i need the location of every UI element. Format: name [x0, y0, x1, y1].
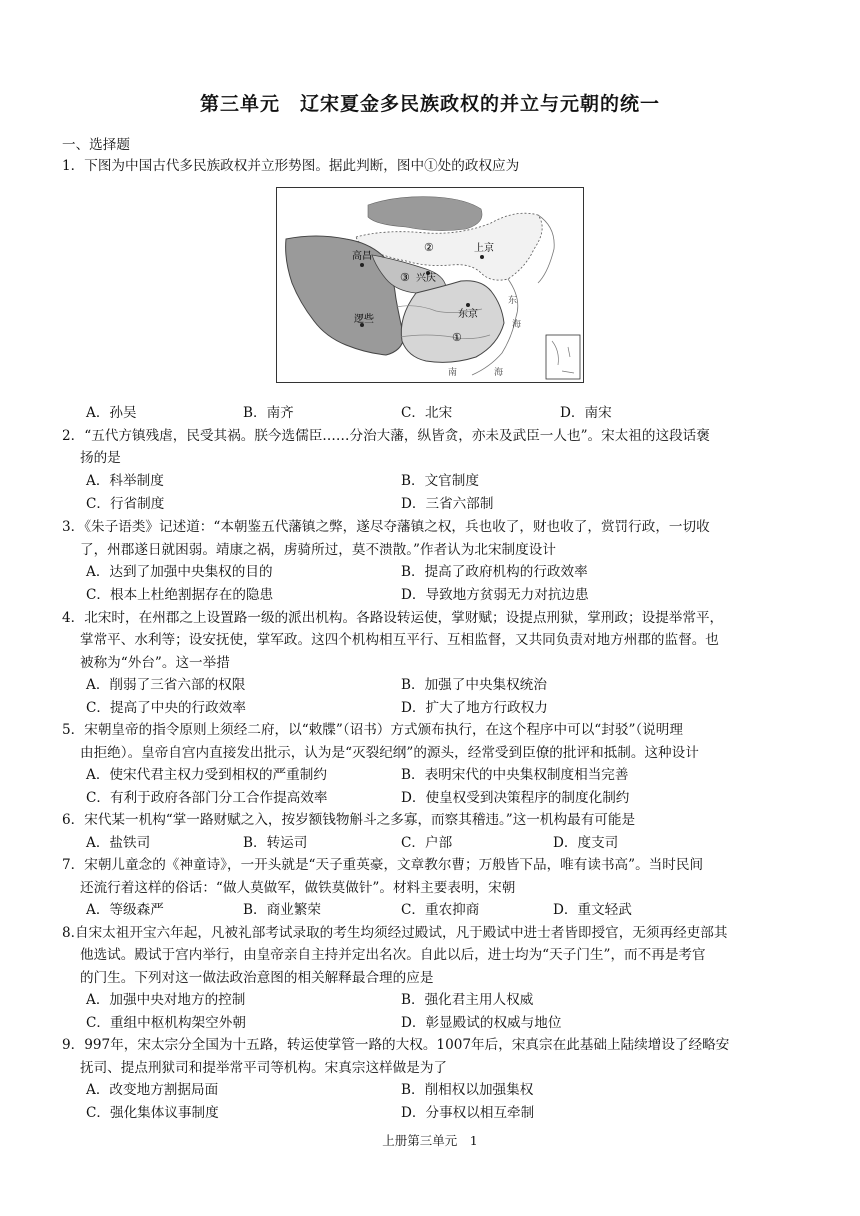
map-mark-3: ③ — [400, 271, 410, 284]
question-4-stem-cont-1: 掌常平、水利等；设安抚使，掌军政。这四个机构相互平行、互相监督，又共同负责对地方州郡的监督。也 — [80, 632, 719, 648]
q2-option-a: A．科举制度 — [86, 473, 164, 489]
question-3-stem: 3．《朱子语类》记述道：“本朝鉴五代藩镇之弊，遂尽夺藩镇之权，兵也收了，财也收了，赏罚行政，一切收 — [62, 519, 710, 535]
q8-option-c: C．重组中枢机构架空外朝 — [86, 1015, 246, 1031]
q4-option-b: B．加强了中央集权统治 — [401, 677, 547, 693]
q5-option-a: A．使宋代君主权力受到相权的严重制约 — [86, 767, 327, 783]
q7-option-c: C．重农抑商 — [401, 902, 480, 918]
question-6-stem: 6．宋代某一机构“掌一路财赋之入，按岁额钱物斛斗之多寡，而察其稽违。”这一机构最有可能是 — [62, 812, 636, 828]
question-5-stem-cont: 由拒绝）。皇帝自宫内直接发出批示，认为是“灭裂纪纲”的源头，经常受到臣僚的批评和抵制。这种设计 — [80, 745, 699, 761]
question-8-stem-cont-2: 的门生。下列对这一做法政治意图的相关解释最合理的应是 — [80, 970, 434, 986]
q8-option-d: D．彰显殿试的权威与地位 — [401, 1015, 562, 1031]
q8-option-b: B．强化君主用人权威 — [401, 992, 534, 1008]
q9-option-a: A．改变地方割据局面 — [86, 1082, 219, 1098]
map-label-sea-nan: 南 — [448, 368, 458, 378]
q9-option-b: B．削相权以加强集权 — [401, 1082, 534, 1098]
q4-option-d: D．扩大了地方行政权力 — [401, 700, 548, 716]
q3-option-c: C．根本上杜绝割据存在的隐患 — [86, 587, 274, 603]
question-9-stem: 9．997年，宋太宗分全国为十五路，转运使掌管一路的大权。1007年后，宋真宗在此基础上陆续增设了经略安 — [62, 1037, 730, 1053]
map-figure — [276, 187, 584, 383]
question-2-stem-cont: 扬的是 — [80, 450, 121, 466]
city-dot-shangjing — [480, 255, 484, 259]
q6-option-a: A．盐铁司 — [86, 835, 151, 851]
q2-option-d: D．三省六部制 — [401, 496, 494, 512]
map-label-xingqing: 兴庆 — [416, 273, 436, 284]
map-mark-1: ① — [452, 331, 462, 344]
map-label-sea-dong: 东 — [508, 296, 518, 306]
section-heading: 一、选择题 — [62, 137, 130, 153]
question-4-stem: 4．北宋时，在州郡之上设置路一级的派出机构。各路设转运使，掌财赋；设提点刑狱，掌刑政；设提举常平， — [62, 610, 724, 626]
map-label-sea-hai2: 海 — [494, 368, 504, 378]
map-label-shangjing: 上京 — [474, 243, 494, 254]
map-label-sea-hai: 海 — [512, 320, 522, 330]
question-8-stem-cont-1: 他选试。殿试于宫内举行，由皇帝亲自主持并定出名次。自此以后，进士均为“天子门生”，而不再是考官 — [80, 947, 706, 963]
map-label-xiexie: 逻些 — [354, 314, 374, 325]
q7-option-a: A．等级森严 — [86, 902, 164, 918]
question-2-stem: 2．“五代方镇残虐，民受其祸。朕今选儒臣……分治大藩，纵皆贪，亦未及武臣一人也”。宋太祖的这段话褒 — [62, 428, 710, 444]
q1-option-b: B．南齐 — [243, 405, 294, 421]
city-dot-gaochang — [360, 263, 364, 267]
q1-option-d: D．南宋 — [560, 405, 612, 421]
page-title: 第三单元 辽宋夏金多民族政权的并立与元朝的统一 — [199, 93, 660, 115]
question-9-stem-cont: 抚司、提点刑狱司和提举常平司等机构。宋真宗这样做是为了 — [80, 1060, 448, 1076]
city-dot-dongjing — [466, 303, 470, 307]
q7-option-d: D．重文轻武 — [553, 902, 632, 918]
q5-option-d: D．使皇权受到决策程序的制度化制约 — [401, 790, 630, 806]
q5-option-c: C．有利于政府各部门分工合作提高效率 — [86, 790, 328, 806]
q2-option-b: B．文官制度 — [401, 473, 479, 489]
q3-option-d: D．导致地方贫弱无力对抗边患 — [401, 587, 589, 603]
q4-option-a: A．削弱了三省六部的权限 — [86, 677, 246, 693]
q1-option-c: C．北宋 — [401, 405, 453, 421]
question-4-stem-cont-2: 被称为“外台”。这一举措 — [80, 655, 230, 671]
page-footer: 上册第三单元 1 — [382, 1133, 478, 1148]
map-label-gaochang: 高昌 — [352, 251, 372, 262]
q5-option-b: B．表明宋代的中央集权制度相当完善 — [401, 767, 629, 783]
q1-option-a: A．孙吴 — [86, 405, 137, 421]
q2-option-c: C．行省制度 — [86, 496, 165, 512]
question-5-stem: 5．宋朝皇帝的指令原则上须经二府，以“敕牒”（诏书）方式颁布执行，在这个程序中可以“封驳”（说明理 — [62, 722, 683, 738]
history-map — [276, 187, 584, 383]
q6-option-b: B．转运司 — [243, 835, 308, 851]
question-1-stem: 1．下图为中国古代多民族政权并立形势图。据此判断，图中①处的政权应为 — [62, 158, 520, 174]
question-7-stem-cont: 还流行着这样的俗话：“做人莫做军，做铁莫做针”。材料主要表明，宋朝 — [80, 880, 516, 896]
q7-option-b: B．商业繁荣 — [243, 902, 321, 918]
q8-option-a: A．加强中央对地方的控制 — [86, 992, 246, 1008]
q4-option-c: C．提高了中央的行政效率 — [86, 700, 246, 716]
q3-option-b: B．提高了政府机构的行政效率 — [401, 564, 588, 580]
q3-option-a: A．达到了加强中央集权的目的 — [86, 564, 273, 580]
question-3-stem-cont: 了，州郡遂日就困弱。靖康之祸，虏骑所过，莫不溃散。”作者认为北宋制度设计 — [80, 542, 556, 558]
map-label-dongjing: 东京 — [458, 309, 478, 320]
q9-option-c: C．强化集体议事制度 — [86, 1105, 219, 1121]
q6-option-c: C．户部 — [401, 835, 453, 851]
question-7-stem: 7．宋朝儿童念的《神童诗》，一开头就是“天子重英豪，文章教尔曹；万般皆下品，唯有读书高”。当时民间 — [62, 857, 704, 873]
question-8-stem: 8.自宋太祖开宝六年起，凡被礼部考试录取的考生均须经过殿试，凡于殿试中进士者皆即授官，无须再经吏部其 — [62, 925, 728, 941]
q6-option-d: D．度支司 — [553, 835, 619, 851]
q9-option-d: D．分事权以相互牵制 — [401, 1105, 535, 1121]
map-mark-2: ② — [424, 241, 434, 254]
